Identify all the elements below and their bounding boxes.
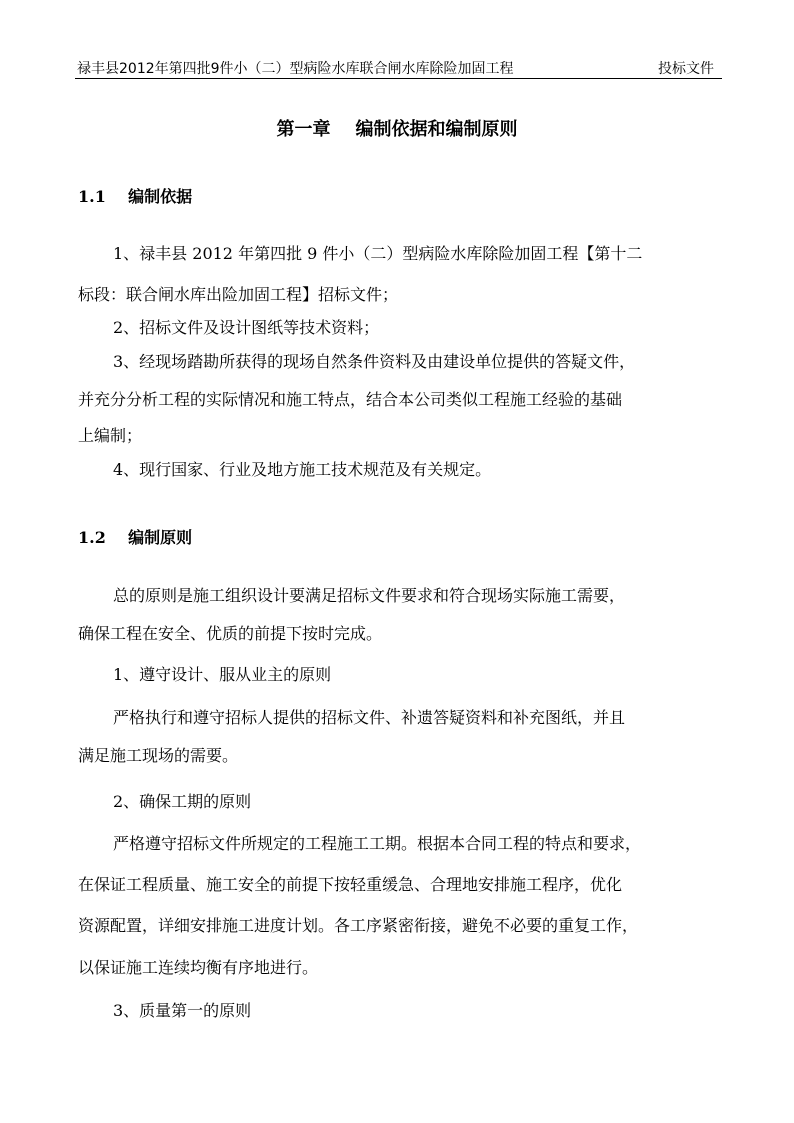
section-heading-1-2: 1.2 编制原则 <box>78 528 193 547</box>
header-project-title: 禄丰县2012年第四批9件小（二）型病险水库联合闸水库除险加固工程 <box>77 61 514 77</box>
paragraph-line: 3、经现场踏勘所获得的现场自然条件资料及由建设单位提供的答疑文件， <box>113 352 636 371</box>
chapter-title: 第一章 编制依据和编制原则 <box>276 119 518 140</box>
page-header <box>75 56 722 79</box>
paragraph-line: 严格遵守招标文件所规定的工程施工工期。根据本合同工程的特点和要求， <box>113 834 642 853</box>
header-document-type: 投标文件 <box>658 61 714 77</box>
paragraph-line: 确保工程在安全、优质的前提下按时完成。 <box>78 624 383 643</box>
paragraph-line: 1、遵守设计、服从业主的原则 <box>113 665 332 684</box>
paragraph-line: 在保证工程质量、施工安全的前提下按轻重缓急、合理地安排施工程序，优化 <box>78 875 623 894</box>
paragraph-line: 严格执行和遵守招标人提供的招标文件、补遗答疑资料和补充图纸，并且 <box>113 708 626 727</box>
paragraph-line: 上编制； <box>78 426 143 445</box>
paragraph-line: 总的原则是施工组织设计要满足招标文件要求和符合现场实际施工需要， <box>113 586 626 605</box>
paragraph-line: 并充分分析工程的实际情况和施工特点，结合本公司类似工程施工经验的基础 <box>78 390 623 409</box>
paragraph-line: 资源配置，详细安排施工进度计划。各工序紧密衔接，避免不必要的重复工作， <box>78 916 639 935</box>
paragraph-line: 以保证施工连续均衡有序地进行。 <box>78 958 319 977</box>
paragraph-line: 标段：联合闸水库出险加固工程】招标文件； <box>78 285 399 304</box>
paragraph-line: 1、禄丰县 2012 年第四批 9 件小（二）型病险水库除险加固工程【第十二 <box>113 244 643 263</box>
paragraph-line: 2、确保工期的原则 <box>113 792 252 811</box>
section-heading-1-1: 1.1 编制依据 <box>78 187 193 206</box>
paragraph-line: 3、质量第一的原则 <box>113 1001 252 1020</box>
paragraph-line: 2、招标文件及设计图纸等技术资料； <box>113 318 380 337</box>
paragraph-line: 4、现行国家、行业及地方施工技术规范及有关规定。 <box>113 460 492 479</box>
paragraph-line: 满足施工现场的需要。 <box>78 746 239 765</box>
